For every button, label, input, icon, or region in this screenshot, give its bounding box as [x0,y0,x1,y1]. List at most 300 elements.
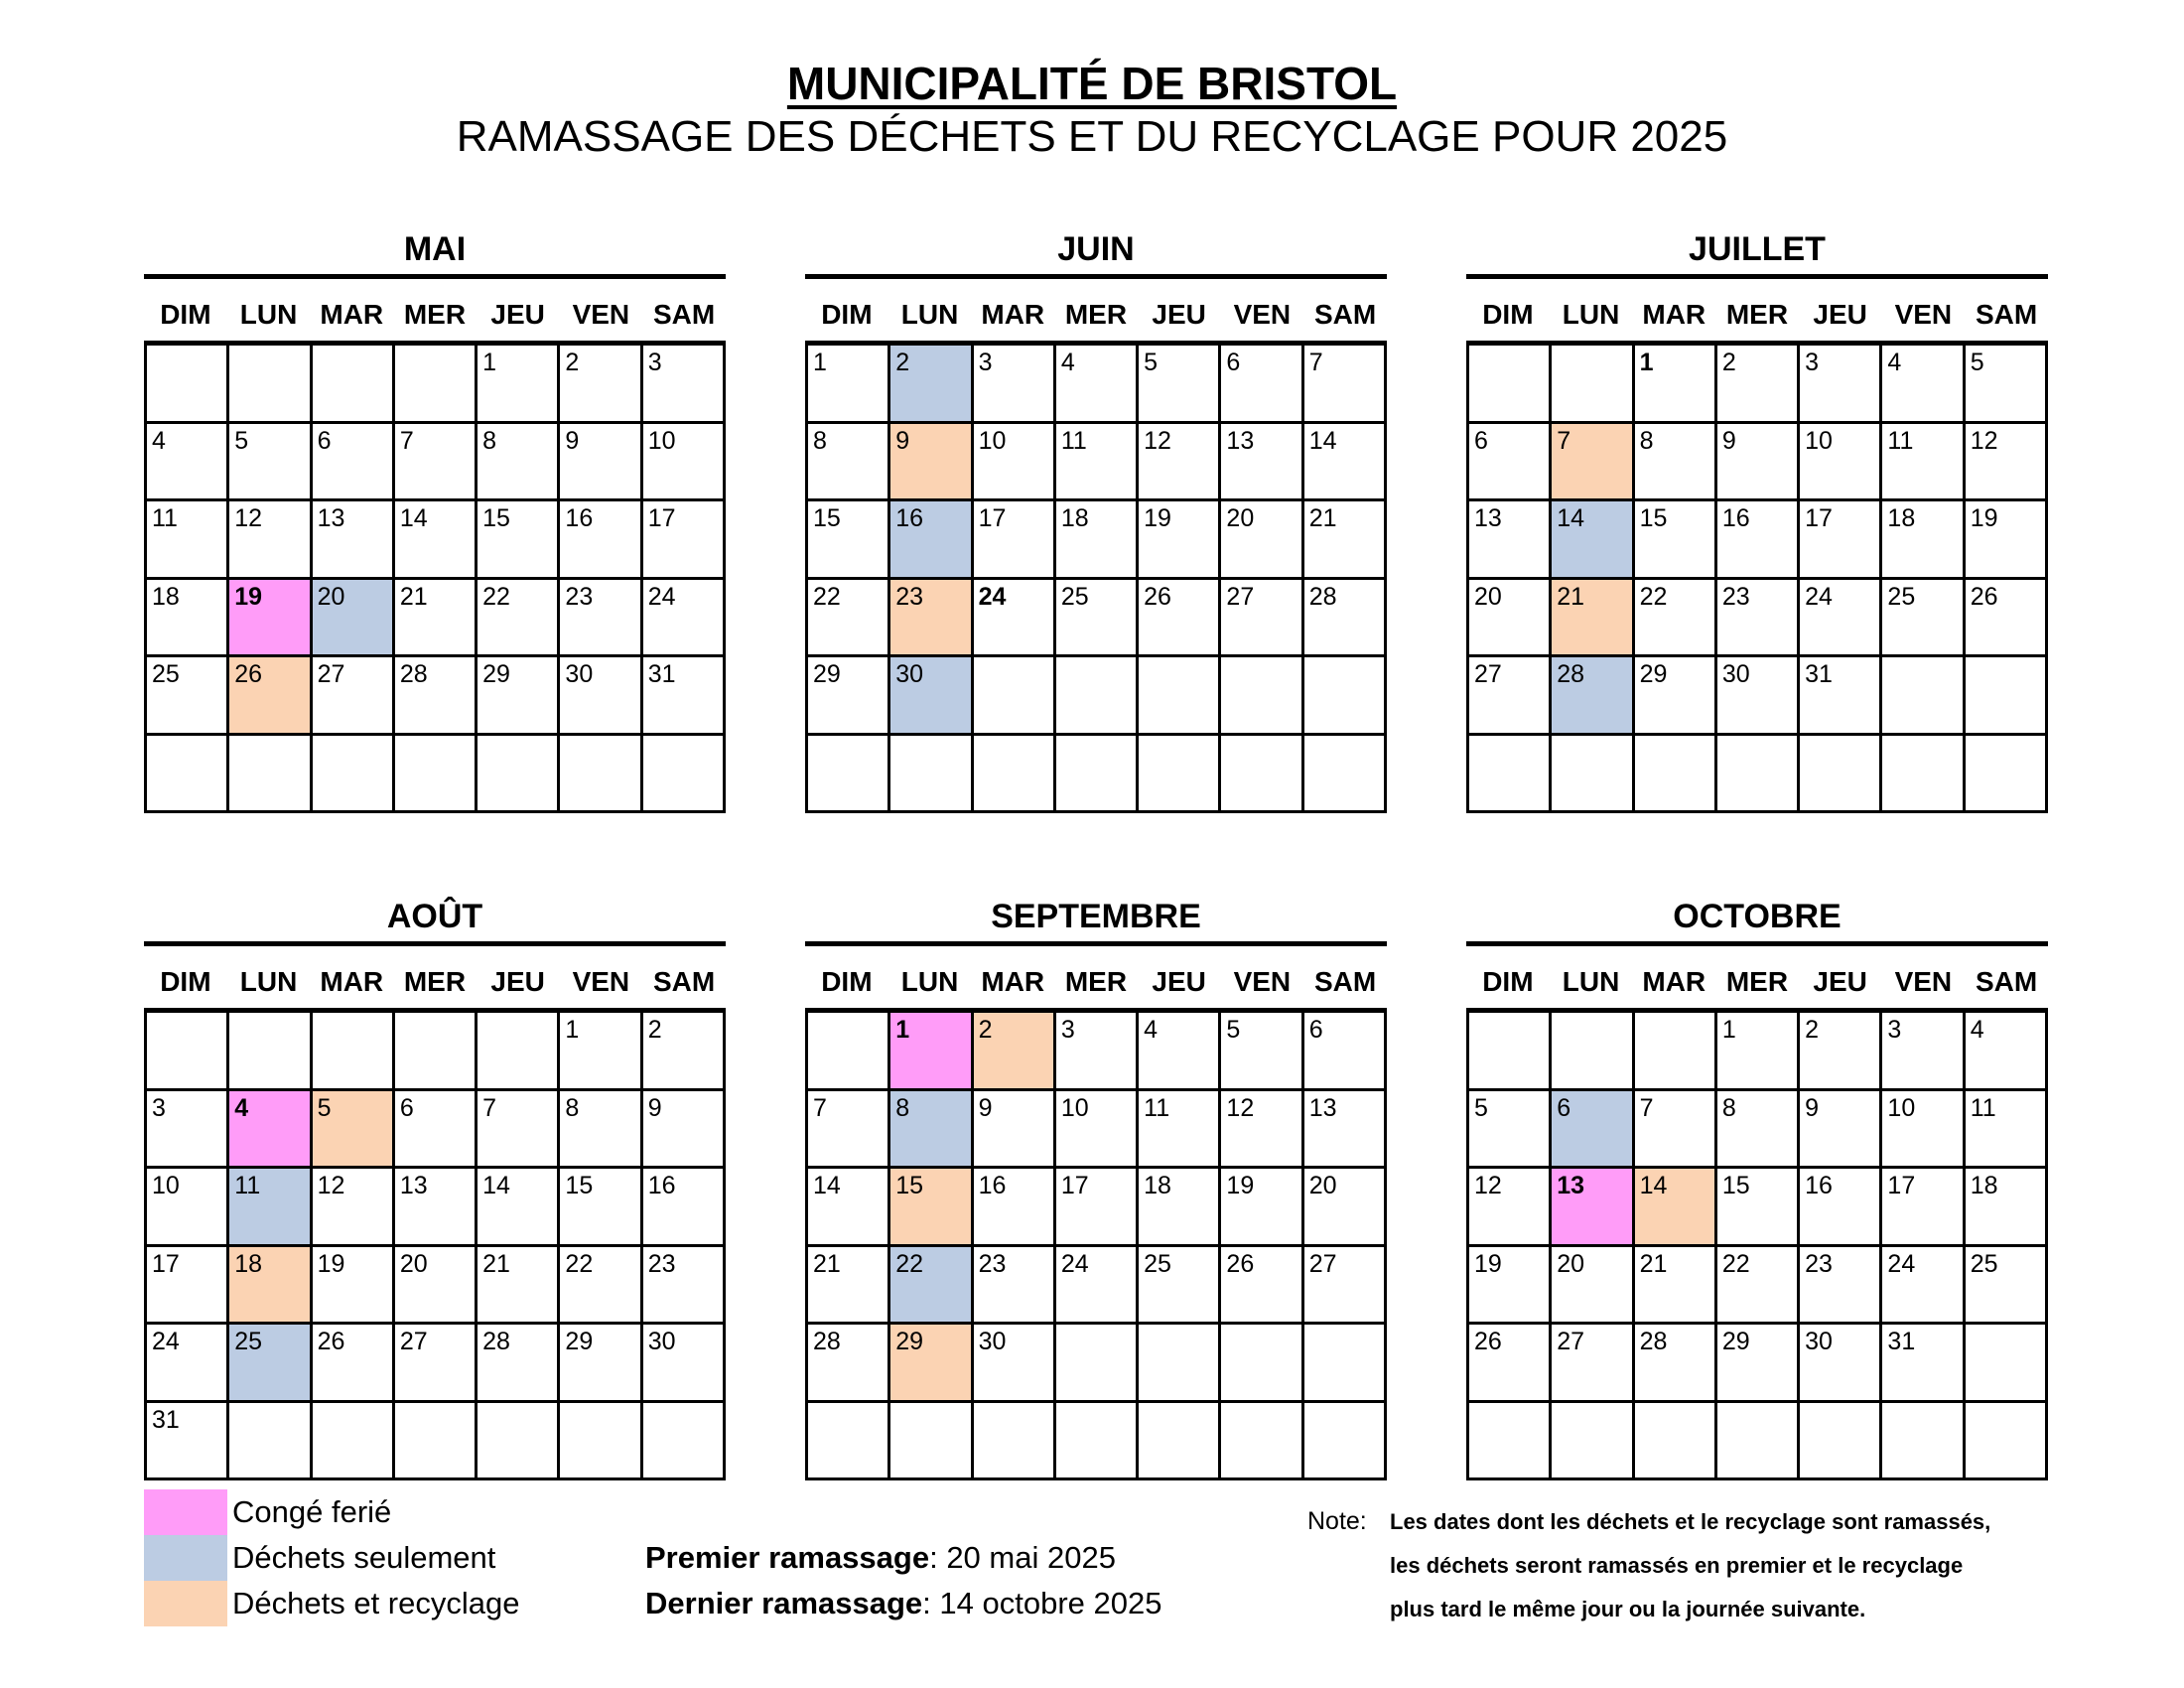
day-cell [1882,736,1965,811]
day-cell [808,657,890,736]
day-cell [560,1169,642,1247]
day-cell [229,1091,312,1170]
day-number: 25 [1144,1249,1171,1278]
day-cell [1221,501,1303,580]
day-cell [1056,501,1139,580]
day-number: 4 [1144,1016,1159,1044]
day-number: 13 [1308,1093,1337,1122]
day-cell [313,346,395,424]
day-number: 1 [895,1016,910,1044]
weekday-header [1466,956,2048,1008]
day-cell [1056,346,1139,424]
day-number: 5 [317,1093,332,1122]
day-number: 11 [234,1172,261,1199]
day-number: 2 [978,1016,993,1044]
day-number: 29 [813,660,841,688]
day-cell [808,1013,890,1091]
day-number: 14 [482,1172,510,1199]
day-number: 22 [1721,1249,1750,1278]
day-number: 17 [647,504,676,532]
day-number: 20 [1226,504,1255,532]
day-number: 22 [1639,582,1668,611]
day-cell [1469,424,1552,502]
day-number: 21 [1308,504,1337,532]
day-number: 12 [1144,426,1171,455]
day-number: 30 [1721,660,1750,688]
day-number: 14 [1308,426,1337,455]
day-cell [147,1403,229,1478]
day-number: 16 [1721,504,1750,532]
weekday-label: SAM [1975,966,2038,997]
day-cell [1139,1247,1221,1326]
day-cell [1800,1325,1882,1403]
day-number: 22 [482,582,510,611]
day-number: 23 [565,582,594,611]
month-divider [805,274,1387,279]
day-number: 24 [1805,582,1833,611]
day-cell [1552,1169,1634,1247]
day-cell [147,424,229,502]
day-cell [1635,736,1717,811]
weekday-label: VEN [1894,966,1953,997]
day-cell [974,1169,1056,1247]
day-number: 24 [647,582,676,611]
day-number: 12 [234,504,263,532]
day-cell [1717,1169,1800,1247]
weekday-label: MER [403,966,467,997]
day-number: 15 [1639,504,1668,532]
weekday-label: JEU [1152,966,1206,997]
day-cell [1800,580,1882,658]
weekday-label: MAR [1642,299,1706,330]
day-number: 4 [1887,349,1902,376]
day-cell [1056,1013,1139,1091]
day-cell [1882,346,1965,424]
day-cell [395,1169,478,1247]
weekday-label: JEU [1813,299,1867,330]
day-cell [974,736,1056,811]
day-number: 1 [813,349,827,376]
day-cell [1966,1013,2048,1091]
day-cell [808,1091,890,1170]
day-cell [1469,657,1552,736]
month-calendar [144,226,726,813]
day-number: 21 [482,1249,510,1278]
day-number: 15 [813,504,841,532]
month-calendar [1466,226,2048,813]
day-cell [313,1325,395,1403]
day-number: 12 [1474,1172,1502,1199]
day-number: 19 [317,1249,345,1278]
month-name: OCTOBRE [1673,898,1842,935]
day-cell [1221,657,1303,736]
day-number: 14 [1639,1172,1668,1199]
day-number: 12 [1970,426,1998,455]
day-cell [1221,1247,1303,1326]
weekday-label: MAR [320,299,384,330]
day-cell [808,501,890,580]
day-number: 2 [1805,1016,1820,1044]
day-number: 21 [399,582,428,611]
day-cell [643,736,726,811]
day-cell [1800,1169,1882,1247]
day-number: 24 [1887,1249,1916,1278]
title-text: MUNICIPALITÉ DE BRISTOL [786,58,1398,109]
day-cell [1635,1403,1717,1478]
day-cell [1552,346,1634,424]
day-cell [1139,580,1221,658]
day-number: 10 [1060,1093,1089,1122]
day-cell [1800,424,1882,502]
day-number: 31 [1805,660,1833,688]
day-number: 3 [1887,1016,1902,1044]
day-number: 16 [1805,1172,1833,1199]
day-number: 19 [1144,504,1171,532]
weekday-header [1466,289,2048,341]
day-number: 4 [1060,349,1075,376]
day-number: 1 [1721,1016,1736,1044]
weekday-label: DIM [160,299,211,330]
month-name: MAI [403,230,467,268]
day-number: 2 [1721,349,1736,376]
day-cell [1056,657,1139,736]
day-number: 9 [647,1093,662,1122]
day-cell [478,580,560,658]
day-number: 11 [1144,1093,1170,1122]
weekday-label: JEU [1152,299,1206,330]
day-number: 1 [565,1016,580,1044]
day-number: 18 [1970,1172,1998,1199]
weekday-label: MER [1064,299,1128,330]
day-cell [890,424,973,502]
day-cell [1221,1013,1303,1091]
day-number: 14 [399,504,428,532]
day-cell [1717,1091,1800,1170]
day-number: 27 [1557,1328,1585,1355]
day-number: 26 [1144,582,1171,611]
month-name: AOÛT [386,898,483,935]
day-cell [1882,1169,1965,1247]
day-cell [1966,1325,2048,1403]
day-cell [560,1403,642,1478]
day-number: 31 [647,660,676,688]
day-cell [808,736,890,811]
day-cell [1056,1325,1139,1403]
day-cell [560,580,642,658]
day-number: 8 [1639,426,1654,455]
day-number: 13 [1557,1172,1585,1199]
day-number: 20 [1557,1249,1585,1278]
day-cell [395,736,478,811]
weekday-label: MER [403,299,467,330]
month-grid [805,341,1387,813]
day-cell [313,424,395,502]
day-number: 22 [813,582,841,611]
day-cell [1139,346,1221,424]
day-cell [1469,1403,1552,1478]
day-cell [1552,501,1634,580]
day-cell [229,424,312,502]
day-number: 26 [1474,1328,1502,1355]
day-cell [1139,736,1221,811]
day-number: 28 [813,1328,841,1355]
day-number: 25 [1970,1249,1998,1278]
day-number: 6 [317,426,332,455]
day-number: 20 [317,582,345,611]
day-number: 9 [565,426,580,455]
day-number: 24 [978,582,1007,611]
weekday-label: DIM [821,966,873,997]
day-number: 12 [1226,1093,1255,1122]
day-number: 25 [1887,582,1916,611]
day-cell [1717,424,1800,502]
day-cell [1139,1403,1221,1478]
day-cell [643,1013,726,1091]
day-number: 28 [1557,660,1585,688]
weekday-label: VEN [1894,299,1953,330]
day-number: 25 [152,660,180,688]
day-number: 30 [1805,1328,1833,1355]
day-number: 23 [1805,1249,1833,1278]
day-number: 27 [399,1328,428,1355]
day-cell [1221,1169,1303,1247]
day-cell [395,346,478,424]
day-number: 8 [895,1093,910,1122]
day-number: 23 [647,1249,676,1278]
day-cell [643,501,726,580]
day-cell [1800,1091,1882,1170]
day-cell [313,1013,395,1091]
day-number: 6 [1474,426,1488,455]
day-number: 3 [1805,349,1820,376]
day-number: 16 [895,504,924,532]
day-cell [229,1403,312,1478]
day-number: 30 [895,660,924,688]
day-number: 15 [565,1172,594,1199]
day-cell [478,501,560,580]
day-cell [1882,657,1965,736]
day-number: 24 [152,1328,180,1355]
day-cell [1304,657,1387,736]
day-cell [1469,1247,1552,1326]
day-cell [313,657,395,736]
day-number: 23 [895,582,924,611]
day-number: 17 [1805,504,1833,532]
day-cell [1635,1325,1717,1403]
day-cell [478,424,560,502]
day-number: 5 [1970,349,1984,376]
day-number: 3 [647,349,662,376]
day-cell [890,1013,973,1091]
day-cell [147,501,229,580]
day-number: 21 [1639,1249,1668,1278]
day-cell [395,1325,478,1403]
day-number: 30 [565,660,594,688]
day-number: 2 [895,349,910,376]
day-cell [1635,501,1717,580]
day-cell [808,424,890,502]
day-number: 29 [482,660,510,688]
weekday-header [805,289,1387,341]
day-cell [974,346,1056,424]
day-cell [1221,1325,1303,1403]
day-number: 30 [647,1328,676,1355]
note-line-3: plus tard le même jour ou la journée suivante. [1390,1597,1866,1621]
month-grid [1466,1008,2048,1480]
legend-label-both: Déchets et recyclage [232,1586,520,1620]
note-label: Note: [1307,1507,1367,1535]
day-cell [560,1091,642,1170]
day-cell [1882,424,1965,502]
day-number: 18 [1144,1172,1171,1199]
day-cell [643,1325,726,1403]
day-cell [1635,1013,1717,1091]
weekday-label: VEN [572,966,630,997]
day-cell [1056,580,1139,658]
legend-swatch-both [144,1581,227,1626]
day-cell [808,580,890,658]
month-name: JUIN [1057,230,1135,268]
month-grid [144,1008,726,1480]
day-cell [1304,1247,1387,1326]
day-number: 15 [482,504,510,532]
day-cell [395,580,478,658]
month-grid [144,341,726,813]
day-number: 5 [1474,1093,1488,1122]
day-number: 28 [399,660,428,688]
day-number: 9 [1805,1093,1820,1122]
day-cell [229,736,312,811]
day-cell [1469,580,1552,658]
day-cell [1800,346,1882,424]
day-number: 17 [1060,1172,1089,1199]
day-number: 9 [978,1093,993,1122]
day-number: 30 [978,1328,1007,1355]
day-cell [1966,424,2048,502]
day-cell [1552,1325,1634,1403]
day-cell [478,736,560,811]
day-cell [147,1247,229,1326]
day-cell [560,346,642,424]
day-cell [643,657,726,736]
day-cell [1966,657,2048,736]
weekday-label: LUN [239,966,298,997]
day-cell [974,424,1056,502]
weekday-label: SAM [652,966,716,997]
month-divider [1466,941,2048,946]
day-cell [1635,1169,1717,1247]
day-cell [1717,501,1800,580]
legend-label-holiday: Congé ferié [232,1494,392,1529]
day-cell [1800,1403,1882,1478]
day-number: 1 [482,349,497,376]
weekday-label: JEU [1813,966,1867,997]
weekday-label: DIM [1482,966,1534,997]
weekday-label: SAM [652,299,716,330]
day-cell [147,736,229,811]
weekday-label: DIM [821,299,873,330]
note-line-1: Les dates dont les déchets et le recyclage sont ramassés, [1390,1509,1991,1534]
day-cell [1139,657,1221,736]
day-cell [1717,580,1800,658]
day-cell [1717,346,1800,424]
day-number: 27 [1226,582,1255,611]
day-cell [890,736,973,811]
day-cell [1882,501,1965,580]
day-number: 10 [152,1172,180,1199]
day-cell [1469,501,1552,580]
day-cell [890,1091,973,1170]
day-cell [1469,736,1552,811]
month-divider [144,274,726,279]
last-pickup-label: Dernier ramassage [645,1586,923,1620]
day-cell [560,657,642,736]
month-grid [1466,341,2048,813]
day-cell [643,424,726,502]
weekday-label: MER [1725,299,1789,330]
day-cell [1304,580,1387,658]
day-number: 28 [1308,582,1337,611]
day-number: 20 [399,1249,428,1278]
day-number: 29 [895,1328,924,1355]
day-cell [1304,736,1387,811]
day-cell [478,1325,560,1403]
day-number: 7 [1308,349,1323,376]
day-cell [1635,346,1717,424]
day-cell [478,1169,560,1247]
day-cell [1056,736,1139,811]
day-cell [229,657,312,736]
day-cell [808,1403,890,1478]
day-number: 6 [1308,1016,1323,1044]
weekday-label: SAM [1313,299,1377,330]
weekday-header [144,956,726,1008]
day-number: 27 [317,660,345,688]
day-cell [1221,736,1303,811]
day-number: 28 [1639,1328,1668,1355]
day-cell [1221,1091,1303,1170]
legend-swatch-garbage [144,1535,227,1581]
day-cell [147,580,229,658]
day-cell [1800,657,1882,736]
day-cell [1635,580,1717,658]
day-number: 29 [1721,1328,1750,1355]
day-cell [1056,1247,1139,1326]
day-number: 13 [399,1172,428,1199]
day-cell [1966,580,2048,658]
month-grid [805,1008,1387,1480]
day-number: 4 [234,1093,249,1122]
day-cell [1056,1091,1139,1170]
day-cell [1966,1247,2048,1326]
day-number: 8 [565,1093,580,1122]
day-cell [1635,1091,1717,1170]
weekday-label: LUN [900,966,959,997]
day-cell [1966,1091,2048,1170]
day-number: 24 [1060,1249,1089,1278]
weekday-label: LUN [1562,966,1620,997]
day-number: 10 [1805,426,1833,455]
month-calendar [805,894,1387,1480]
day-number: 18 [152,582,180,611]
day-cell [229,1169,312,1247]
weekday-label: LUN [900,299,959,330]
day-cell [1304,1091,1387,1170]
month-calendar [805,226,1387,813]
day-number: 6 [399,1093,414,1122]
weekday-label: JEU [490,966,545,997]
day-cell [1139,501,1221,580]
